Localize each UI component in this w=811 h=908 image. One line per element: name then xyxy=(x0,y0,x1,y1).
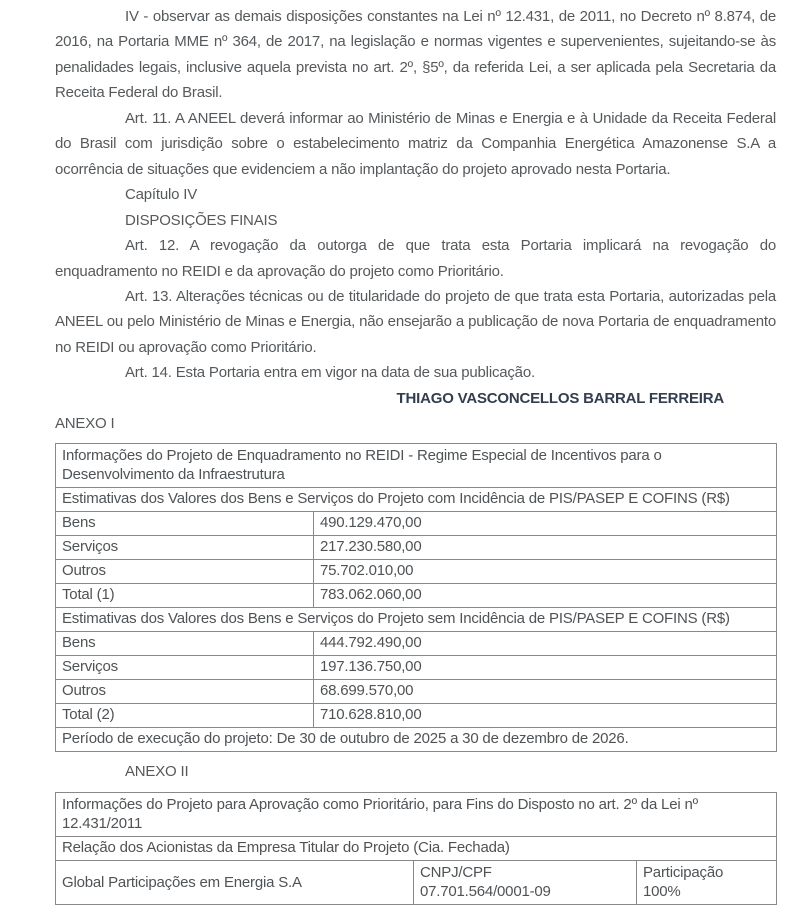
anexo2-table-title: Informações do Projeto para Aprovação como Prioritário, para Fins do Disposto no art. 2º da Lei nº 12.431/2011 xyxy=(56,793,777,837)
paragraph-item-iv: IV - observar as demais disposições constantes na Lei nº 12.431, de 2011, no Decreto nº 8.874, de 2016, na Portaria MME nº 364, de 2017, na legislação e normas vigentes e supervenientes, sujeitando-se às penalidades legais, inclusive aquela prevista no art. 2º, §5º, da referida Lei, a ser aplicada pela Secretaria da Receita Federal do Brasil. xyxy=(55,8,776,102)
table-row xyxy=(56,512,777,536)
table-row xyxy=(56,560,777,584)
row-label-servicos: Serviços xyxy=(56,536,314,560)
anexo1-com-incidencia-header: Estimativas dos Valores dos Bens e Serviços do Projeto com Incidência de PIS/PASEP E COFINS (R$) xyxy=(56,488,777,512)
table-row xyxy=(56,584,777,608)
row-label-outros: Outros xyxy=(56,560,314,584)
shareholder-cnpj-cell xyxy=(414,861,637,905)
row-label-outros: Outros xyxy=(56,680,314,704)
anexo2-label: ANEXO II xyxy=(125,763,189,780)
anexo1-label: ANEXO I xyxy=(55,415,115,432)
chapter-heading: Capítulo IV xyxy=(125,186,198,204)
table-row xyxy=(56,704,777,728)
participacao-label: Participação xyxy=(643,864,724,881)
table-row xyxy=(56,861,777,905)
row-value-servicos: 217.230.580,00 xyxy=(314,536,777,560)
row-label-total-1: Total (1) xyxy=(56,584,314,608)
anexo1-table-title: Informações do Projeto de Enquadramento no REIDI - Regime Especial de Incentivos para o Desenvolvimento da Infraestrutura xyxy=(56,444,777,488)
row-value-total-2: 710.628.810,00 xyxy=(314,704,777,728)
row-value-bens: 490.129.470,00 xyxy=(314,512,777,536)
row-label-bens: Bens xyxy=(56,632,314,656)
row-value-total-1: 783.062.060,00 xyxy=(314,584,777,608)
signature-name: THIAGO VASCONCELLOS BARRAL FERREIRA xyxy=(396,390,724,407)
paragraph-art-13: Art. 13. Alterações técnicas ou de titularidade do projeto de que trata esta Portaria, autorizadas pela ANEEL ou pelo Ministério de Minas e Energia, não ensejarão a publicação de nova Portaria de enquadramento no REIDI ou aprovação como Prioritário. xyxy=(55,287,776,356)
row-label-servicos: Serviços xyxy=(56,656,314,680)
table-row xyxy=(56,536,777,560)
table-row xyxy=(56,608,777,632)
table-row xyxy=(56,680,777,704)
row-label-bens: Bens xyxy=(56,512,314,536)
table-row xyxy=(56,488,777,512)
row-value-outros: 68.699.570,00 xyxy=(314,680,777,704)
table-row xyxy=(56,656,777,680)
table-row xyxy=(56,837,777,861)
row-value-outros: 75.702.010,00 xyxy=(314,560,777,584)
table-row xyxy=(56,728,777,752)
shareholder-name-cell: Global Participações em Energia S.A xyxy=(56,861,414,905)
row-value-bens: 444.792.490,00 xyxy=(314,632,777,656)
paragraph-art-12: Art. 12. A revogação da outorga de que trata esta Portaria implicará na revogação do enquadramento no REIDI e da aprovação do projeto como Prioritário. xyxy=(55,237,776,280)
row-value-servicos: 197.136.750,00 xyxy=(314,656,777,680)
shareholder-participation-cell xyxy=(637,861,777,905)
section-heading-disposicoes-finais: DISPOSIÇÕES FINAIS xyxy=(125,211,278,229)
participacao-value: 100% xyxy=(643,883,681,900)
anexo1-sem-incidencia-header: Estimativas dos Valores dos Bens e Serviços do Projeto sem Incidência de PIS/PASEP E COFINS (R$) xyxy=(56,608,777,632)
cnpj-value: 07.701.564/0001-09 xyxy=(420,883,551,900)
table-row xyxy=(56,444,777,488)
cnpj-label: CNPJ/CPF xyxy=(420,864,492,881)
table-row xyxy=(56,632,777,656)
anexo1-periodo-execucao: Período de execução do projeto: De 30 de outubro de 2025 a 30 de dezembro de 2026. xyxy=(56,728,777,752)
anexo1-table xyxy=(55,443,777,752)
table-row xyxy=(56,793,777,837)
anexo2-acionistas-header: Relação dos Acionistas da Empresa Titular do Projeto (Cia. Fechada) xyxy=(56,837,777,861)
paragraph-art-11: Art. 11. A ANEEL deverá informar ao Ministério de Minas e Energia e à Unidade da Receita Federal do Brasil com jurisdição sobre o estabelecimento matriz da Companhia Energética Amazonense S.A a ocorrência de situações que evidenciem a não implantação do projeto aprovado nesta Portaria. xyxy=(55,109,776,178)
paragraph-art-14: Art. 14. Esta Portaria entra em vigor na data de sua publicação. xyxy=(125,364,535,382)
anexo2-table xyxy=(55,792,777,905)
row-label-total-2: Total (2) xyxy=(56,704,314,728)
